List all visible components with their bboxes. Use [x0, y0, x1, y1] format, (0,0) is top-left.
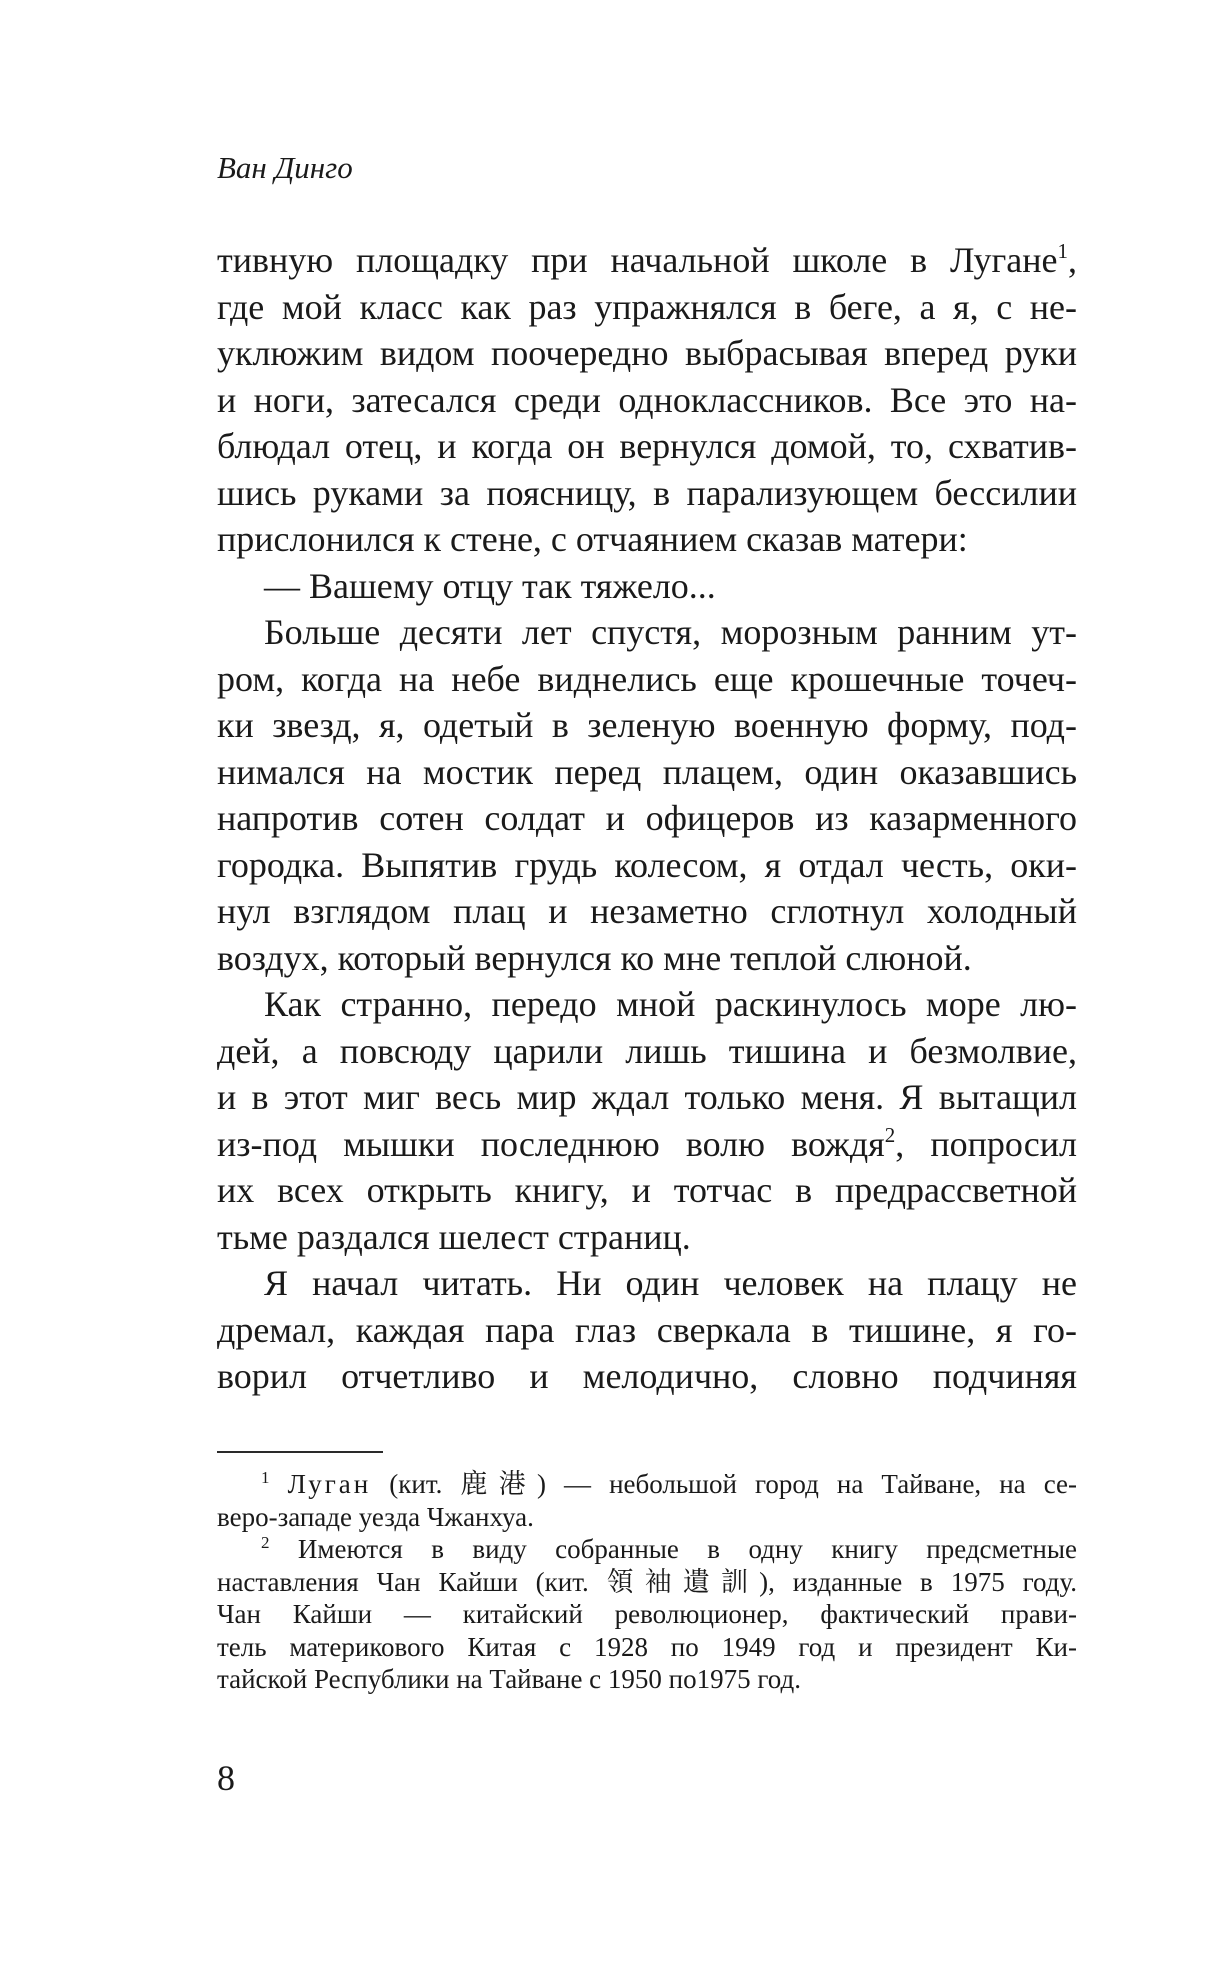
footnote-term: Луган [287, 1469, 372, 1499]
footnote-divider [217, 1451, 383, 1453]
footnote-line: тайской Республики на Тайване с 1950 по1975 год. [217, 1664, 801, 1694]
footnotes [217, 1468, 1077, 1696]
text-line: ром, когда на небе виднелись еще крошечные точеч- [217, 658, 1077, 699]
paragraph-start: Больше десяти лет спустя, морозным ранним ут- [264, 612, 1077, 652]
footnote-line: тель материкового Китая с 1928 по 1949 год и президент Ки- [217, 1631, 1077, 1662]
text-line: их всех открыть книгу, и тотчас в предрассветной [217, 1170, 1077, 1210]
footnote-ref-2[interactable]: 2 [884, 1122, 896, 1147]
text-line: и ноги, затесался среди одноклассников. Все это на- [217, 379, 1077, 420]
body-text [217, 237, 1077, 1400]
dialogue-line: — Вашему отцу так тяжело... [264, 565, 716, 606]
footnote-line: веро-западе уезда Чжанхуа. [217, 1501, 534, 1532]
text-line: городка. Выпятив грудь колесом, я отдал честь, оки- [217, 844, 1077, 885]
text-line: прислонился к стене, с отчаянием сказав матери: [217, 519, 968, 559]
text-line: дей, а повсюду царили лишь тишина и безмолвие, [217, 1030, 1077, 1071]
footnote-ref-1[interactable]: 1 [1057, 239, 1068, 263]
text-line: ворил отчетливо и мелодично, словно подчиняя [217, 1356, 1077, 1396]
paragraph-start: Как странно, передо мной раскинулось море лю- [264, 984, 1077, 1024]
text-line: из-под мышки последнюю волю вождя$^2$, попросил [217, 1122, 1078, 1164]
footnote-marker: 2 [261, 1533, 270, 1552]
text-line: тивную площадку при начальной школе в Лугане$^1$, [217, 239, 1077, 280]
footnote-marker: 1 [261, 1468, 270, 1487]
text-line: шись руками за поясницу, в парализующем бессилии [217, 472, 1077, 513]
text-line: уклюжим видом поочередно выбрасывая вперед руки [217, 333, 1077, 373]
text-line: дремал, каждая пара глаз сверкала в тишине, я го- [217, 1309, 1077, 1350]
footnote-line: Чан Кайши — китайский революционер, фактический прави- [217, 1599, 1077, 1629]
text-line: воздух, который вернулся ко мне теплой слюной. [217, 937, 972, 978]
text-line: напротив сотен солдат и офицеров из казарменного [217, 798, 1077, 838]
text-line: ки звезд, я, одетый в зеленую военную форму, под- [217, 705, 1077, 745]
footnote-line: наставления Чан Кайши (кит. 領袖遺訓), изданные в 1975 году. [217, 1566, 1077, 1597]
text-line: и в этот миг весь мир ждал только меня. Я вытащил [217, 1077, 1077, 1117]
page-number: 8 [217, 1758, 235, 1798]
text-line: тьме раздался шелест страниц. [217, 1216, 691, 1257]
running-head: Ван Динго [217, 150, 353, 185]
text-line: нул взглядом плац и незаметно сглотнул холодный [217, 891, 1077, 931]
text-line: блюдал отец, и когда он вернулся домой, то, схватив- [217, 426, 1077, 466]
text-line: нимался на мостик перед плацем, один оказавшись [217, 751, 1077, 792]
footnote-2: $^2$ Имеются в виду собранные в одну книгу предсметные [261, 1533, 1077, 1564]
footnote-1: $^1$ Луган (кит. 鹿港) — небольшой город на Тайване, на се- [261, 1468, 1078, 1499]
text-line: где мой класс как раз упражнялся в беге, а я, с не- [217, 286, 1077, 327]
paragraph-start: Я начал читать. Ни один человек на плацу не [264, 1263, 1077, 1303]
